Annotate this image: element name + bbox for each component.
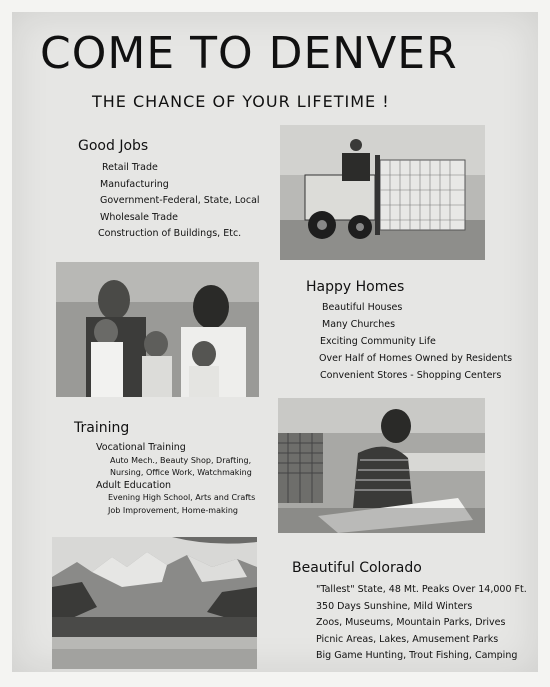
list-item: Many Churches [322, 319, 396, 330]
colorado-list [316, 582, 527, 665]
student-drafting-photo [278, 398, 485, 533]
list-item: Nursing, Office Work, Watchmaking [110, 468, 252, 477]
list-item: Vocational Training [96, 442, 186, 453]
poster-subtitle: THE CHANCE OF YOUR LIFETIME ! [92, 92, 390, 111]
mountain-lake-photo [52, 537, 257, 669]
colorado-heading: Beautiful Colorado [292, 560, 422, 576]
homes-heading: Happy Homes [306, 279, 405, 295]
list-item: Construction of Buildings, Etc. [98, 228, 242, 239]
family-portrait-photo [56, 262, 259, 397]
jobs-list [100, 160, 260, 243]
forklift-worker-photo [280, 125, 485, 260]
jobs-heading: Good Jobs [78, 138, 149, 154]
list-item: Manufacturing [100, 178, 169, 190]
list-item: Picnic Areas, Lakes, Amusement Parks [316, 633, 499, 645]
list-item: "Tallest" State, 48 Mt. Peaks Over 14,000 Ft. [316, 584, 527, 595]
list-item: Beautiful Houses [322, 302, 403, 313]
list-item: Job Improvement, Home-making [108, 505, 238, 515]
list-item: Auto Mech., Beauty Shop, Drafting, [110, 455, 252, 465]
poster-title: COME TO DENVER [40, 28, 458, 79]
list-item: Evening High School, Arts and Crafts [108, 493, 256, 502]
list-item: Zoos, Museums, Mountain Parks, Drives [316, 617, 506, 628]
list-item: Over Half of Homes Owned by Residents [319, 353, 513, 364]
list-item: Big Game Hunting, Trout Fishing, Camping [316, 650, 518, 661]
list-item: Convenient Stores - Shopping Centers [320, 370, 502, 381]
list-item: Exciting Community Life [320, 336, 436, 347]
list-item: Government-Federal, State, Local [100, 195, 260, 206]
homes-list [320, 299, 512, 384]
training-heading: Training [74, 420, 130, 436]
list-item: Wholesale Trade [100, 211, 178, 223]
training-list [96, 442, 255, 517]
list-item: Adult Education [96, 479, 172, 491]
list-item: 350 Days Sunshine, Mild Winters [316, 600, 473, 612]
list-item: Retail Trade [102, 162, 158, 173]
